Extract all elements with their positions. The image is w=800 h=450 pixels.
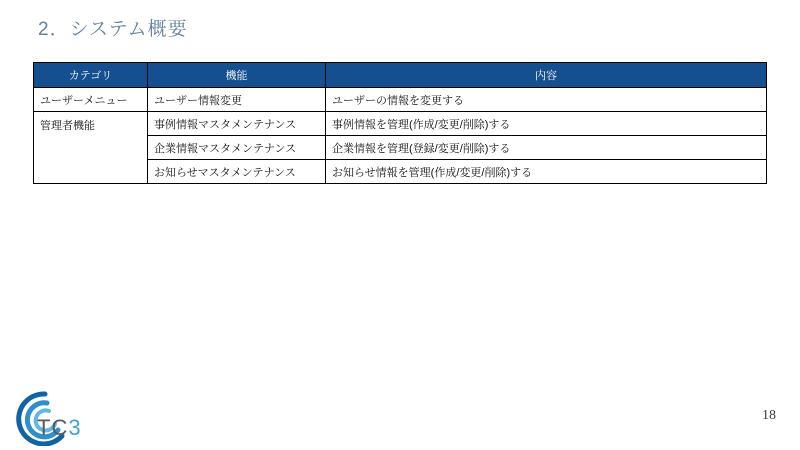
table-row bbox=[34, 112, 766, 136]
cell-description: ユーザーの情報を変更する bbox=[326, 88, 766, 112]
cell-description: お知らせ情報を管理(作成/変更/削除)する bbox=[326, 160, 766, 183]
column-header-description: 内容 bbox=[326, 63, 766, 88]
tc3-logo bbox=[10, 390, 110, 448]
cell-function: 事例情報マスタメンテナンス bbox=[148, 112, 326, 136]
tc3-logo-text-tc: TC bbox=[37, 415, 69, 440]
tc3-logo-text bbox=[37, 417, 82, 439]
page-number: 18 bbox=[762, 408, 776, 423]
table-row bbox=[34, 88, 766, 112]
tc3-logo-text-3: 3 bbox=[68, 415, 82, 440]
system-overview-table bbox=[33, 62, 767, 184]
table-header-row bbox=[34, 63, 766, 88]
cell-function: ユーザー情報変更 bbox=[148, 88, 326, 112]
slide-title: 2．システム概要 bbox=[38, 19, 188, 40]
cell-description: 企業情報を管理(登録/変更/削除)する bbox=[326, 136, 766, 160]
cell-description: 事例情報を管理(作成/変更/削除)する bbox=[326, 112, 766, 136]
cell-category: ユーザーメニュー bbox=[34, 88, 148, 112]
cell-function: 企業情報マスタメンテナンス bbox=[148, 136, 326, 160]
cell-function: お知らせマスタメンテナンス bbox=[148, 160, 326, 183]
cell-category: 管理者機能 bbox=[34, 112, 148, 183]
column-header-function: 機能 bbox=[148, 63, 326, 88]
column-header-category: カテゴリ bbox=[34, 63, 148, 88]
